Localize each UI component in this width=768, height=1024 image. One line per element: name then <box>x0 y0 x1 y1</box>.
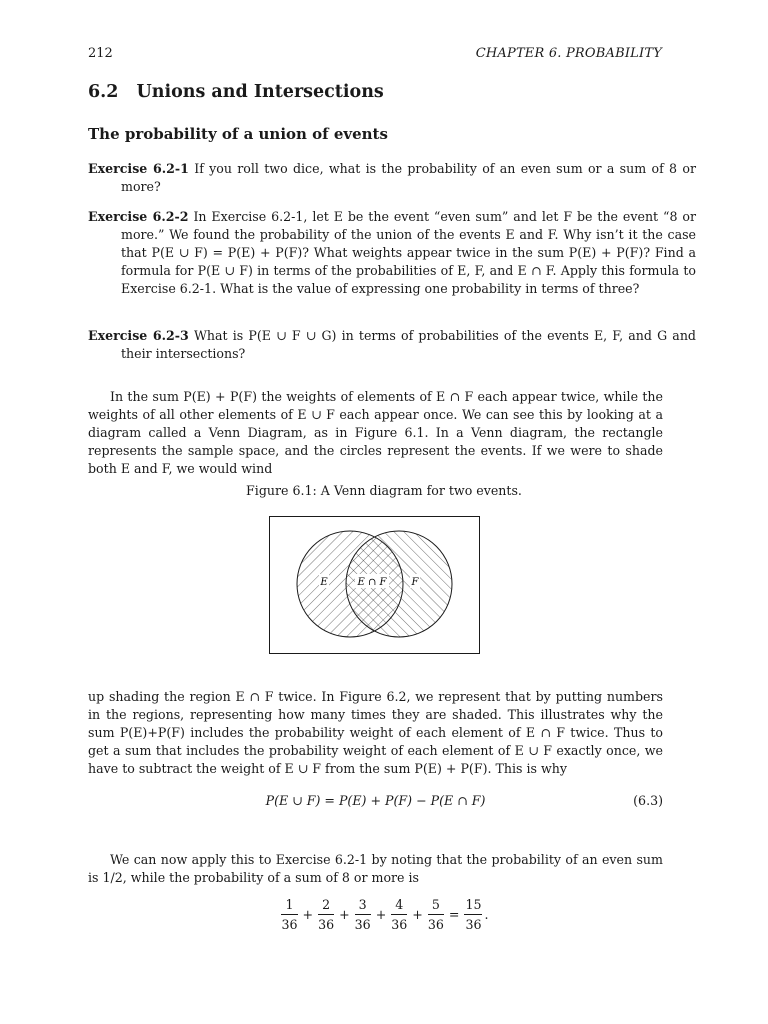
exercise-label: Exercise 6.2-1 <box>88 161 189 176</box>
figure-caption: Figure 6.1: A Venn diagram for two events. <box>246 483 522 498</box>
equation-number: (6.3) <box>633 793 663 808</box>
exercise-6-2-1 <box>88 160 696 196</box>
label-e: E <box>320 577 328 588</box>
numerator: 3 <box>355 897 371 915</box>
denominator: 36 <box>465 917 482 932</box>
section-heading <box>88 82 384 102</box>
exercise-label: Exercise 6.2-2 <box>88 209 189 224</box>
period: . <box>484 907 489 922</box>
denominator: 36 <box>354 917 371 932</box>
plus-sign: + <box>302 907 314 922</box>
label-e-intersect-f: E ∩ F <box>357 577 387 588</box>
page-number: 212 <box>88 46 113 61</box>
plus-sign: + <box>412 907 423 922</box>
exercise-6-2-2 <box>88 208 696 298</box>
plus-sign: + <box>375 907 387 922</box>
exercise-text: What is P(E ∪ F ∪ G) in terms of probabilities of the events E, F, and G and their intersections? <box>121 328 696 361</box>
section-title: Unions and Intersections <box>136 82 384 102</box>
display-equation <box>88 793 663 811</box>
exercise-label: Exercise 6.2-3 <box>88 328 189 343</box>
denominator: 36 <box>391 917 408 932</box>
equals-sign: = <box>448 907 460 922</box>
body-paragraph-2: up shading the region E ∩ F twice. In Figure 6.2, we represent that by putting numbers in the regions, representing how many times they are shaded. This illustrates why the sum P(E)+P(F) includes the probability weight of each element of E ∩ F twice. Thus to get a sum that includes the probability weight of each element of E ∪ F exactly once, we have to subtract the weight of E ∪ F from the sum P(E) + P(F). This is why <box>88 689 663 776</box>
plus-sign: + <box>339 907 350 922</box>
venn-diagram <box>269 516 481 655</box>
numerator: 15 <box>464 897 482 915</box>
subsection-heading: The probability of a union of events <box>88 125 388 143</box>
exercise-text: In Exercise 6.2-1, let E be the event “even sum” and let F be the event “8 or more.” We found the probability of the union of the events E and F. Why isn’t it the case that P(E ∪ F) = P(E) + P(F)? What weights appear twice in the sum P(E) + P(F)? Find a formula for P(E ∪ F) in terms of the probabilities of E, F, and E ∩ F. Apply this formula to Exercise 6.2-1. What is the value of expressing one probability in terms of three? <box>121 209 696 296</box>
denominator: 36 <box>427 917 444 932</box>
numerator: 2 <box>318 897 334 915</box>
exercise-6-2-3 <box>88 327 696 363</box>
exercise-text: If you roll two dice, what is the probability of an even sum or a sum of 8 or more? <box>121 161 696 194</box>
equation-expression: P(E ∪ F) = P(E) + P(F) − P(E ∩ F) <box>265 793 486 808</box>
numerator: 4 <box>391 897 407 915</box>
section-number: 6.2 <box>88 82 119 102</box>
body-paragraph-1: In the sum P(E) + P(F) the weights of elements of E ∩ F each appear twice, while the weights of all other elements of E ∪ F each appear once. We can see this by looking at a diagram called a Venn Diagram, as in Figure 6.1. In a Venn diagram, the rectangle represents the sample space, and the circles represent the events. If we were to shade both E and F, we would wind <box>88 389 663 476</box>
body-paragraph-3: We can now apply this to Exercise 6.2-1 by noting that the probability of an even sum is 1/2, while the probability of a sum of 8 or more is <box>88 852 663 885</box>
fraction-sum <box>0 897 768 932</box>
label-f: F <box>411 577 419 588</box>
fraction-result <box>464 897 482 932</box>
numerator: 5 <box>428 897 444 915</box>
running-header: CHAPTER 6. PROBABILITY <box>475 46 662 61</box>
fraction-term <box>391 897 407 932</box>
fraction-term <box>428 897 444 932</box>
denominator: 36 <box>281 917 298 932</box>
fraction-term <box>355 897 371 932</box>
fraction-term <box>318 897 334 932</box>
denominator: 36 <box>318 917 335 932</box>
numerator: 1 <box>281 897 297 915</box>
fraction-term <box>281 897 297 932</box>
